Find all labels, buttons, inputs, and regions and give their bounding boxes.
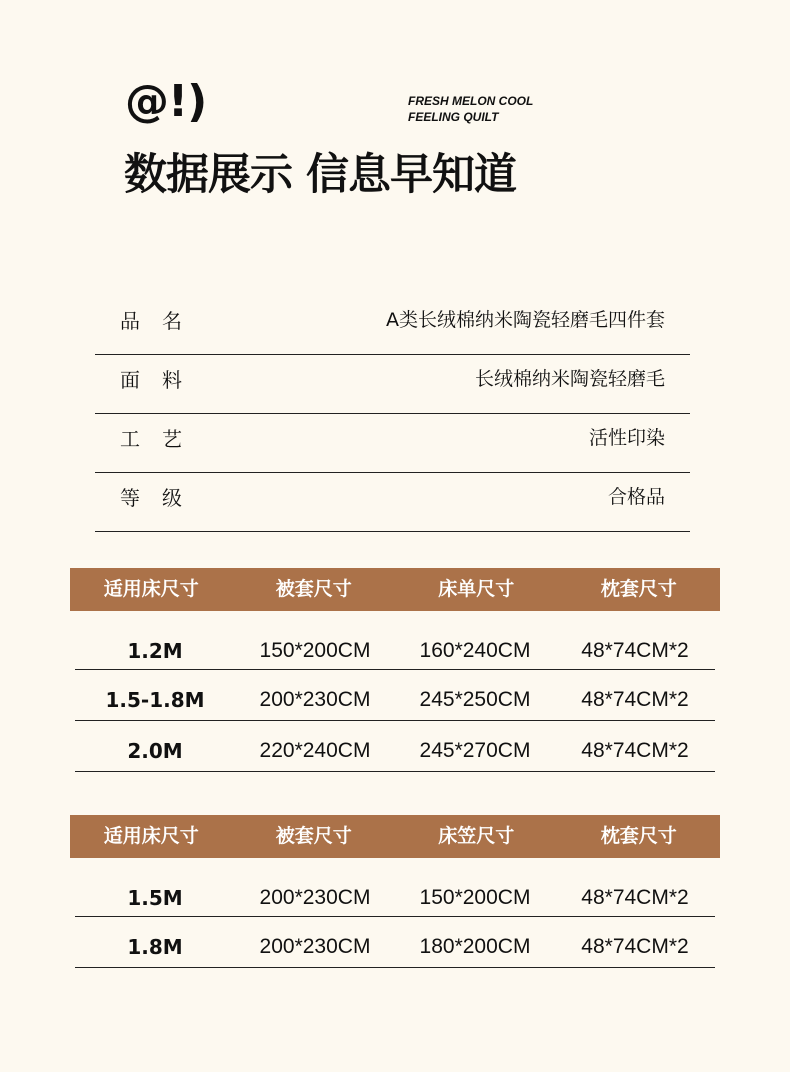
size-table-fitted	[70, 815, 720, 968]
table-cell: 160*240CM	[419, 639, 531, 662]
page-headline: 数据展示 信息早知道	[124, 150, 516, 200]
table-row	[75, 917, 715, 968]
info-value: 长绒棉纳米陶瓷轻磨毛	[474, 368, 665, 390]
table-cell: 200*230CM	[259, 886, 371, 909]
info-row-name	[95, 296, 690, 355]
table-header	[70, 568, 720, 611]
table-cell: 150*200CM	[419, 886, 531, 909]
header-cell: 枕套尺寸	[600, 578, 677, 600]
table-cell: 48*74CM*2	[581, 935, 689, 958]
bed-size-cell: 1.8M	[127, 935, 183, 959]
table-row	[75, 868, 715, 917]
table-cell: 245*270CM	[419, 739, 531, 762]
table-row	[75, 670, 715, 721]
header-cell: 床笠尺寸	[438, 825, 515, 847]
info-label: 工艺	[120, 427, 204, 451]
header-cell: 被套尺寸	[275, 825, 352, 847]
table-body	[75, 868, 715, 968]
info-value: A类长绒棉纳米陶瓷轻磨毛四件套	[386, 309, 665, 331]
header-cell: 适用床尺寸	[103, 825, 199, 847]
table-row	[75, 621, 715, 670]
info-row-fabric	[95, 355, 690, 414]
size-table-sheet	[70, 568, 720, 772]
tagline-line-2: FEELING QUILT	[408, 110, 499, 124]
header-cell: 被套尺寸	[275, 578, 352, 600]
bed-size-cell: 1.5-1.8M	[105, 688, 205, 712]
bed-size-cell: 1.5M	[127, 886, 183, 910]
info-row-process	[95, 414, 690, 473]
table-cell: 245*250CM	[419, 688, 531, 711]
table-cell: 48*74CM*2	[581, 886, 689, 909]
tagline	[408, 93, 533, 125]
info-label: 等级	[120, 486, 204, 510]
table-cell: 200*230CM	[259, 688, 371, 711]
bed-size-cell: 1.2M	[127, 639, 183, 663]
info-value: 活性印染	[588, 427, 665, 449]
product-info-list	[95, 296, 690, 532]
tagline-line-1: FRESH MELON COOL	[408, 94, 534, 108]
table-row	[75, 721, 715, 772]
info-row-grade	[95, 473, 690, 532]
info-label: 面料	[120, 368, 204, 392]
bed-size-cell: 2.0M	[127, 739, 183, 763]
table-cell: 200*230CM	[259, 935, 371, 958]
table-cell: 48*74CM*2	[581, 639, 689, 662]
table-header	[70, 815, 720, 858]
info-label: 品名	[120, 309, 204, 333]
brand-logo: @!)	[125, 76, 207, 127]
header-cell: 床单尺寸	[438, 578, 515, 600]
table-cell: 150*200CM	[259, 639, 371, 662]
table-cell: 180*200CM	[419, 935, 531, 958]
table-cell: 48*74CM*2	[581, 688, 689, 711]
table-cell: 220*240CM	[259, 739, 371, 762]
info-value: 合格品	[607, 486, 665, 508]
header-cell: 适用床尺寸	[103, 578, 199, 600]
header-cell: 枕套尺寸	[600, 825, 677, 847]
table-body	[75, 621, 715, 772]
table-cell: 48*74CM*2	[581, 739, 689, 762]
